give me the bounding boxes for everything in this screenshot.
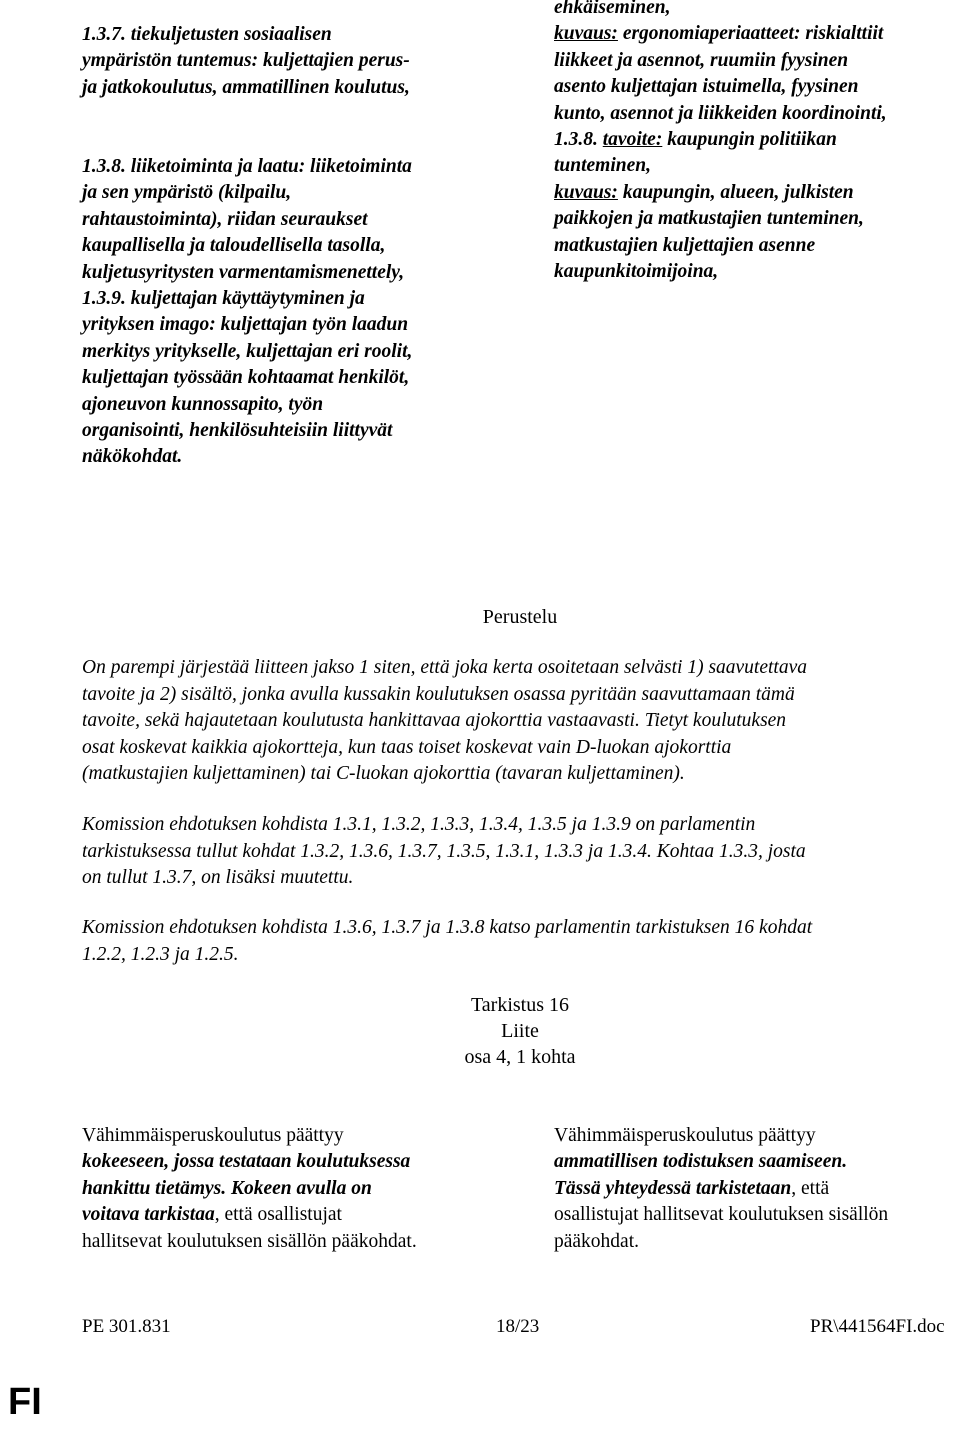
amendment-line-text: , että: [791, 1177, 830, 1199]
right-line-text: kaupungin, alueen, julkisten: [617, 181, 854, 203]
commission-line: [82, 1149, 417, 1175]
right-line: [554, 127, 887, 153]
item-1-3-9-line: merkitys yritykselle, kuljettajan eri roolit,: [82, 340, 413, 362]
amendment-text: [554, 1123, 888, 1255]
paragraph-line: On parempi järjestää liitteen jakso 1 siten, että joka kerta osoitetaan selvästi 1) saavutettava: [82, 657, 807, 678]
amendment-annex: Liite: [501, 1020, 539, 1042]
right-line-text: kaupungin politiikan: [662, 129, 837, 151]
right-line: matkustajien kuljettajien asenne: [554, 234, 816, 256]
added-text: Tässä yhteydessä tarkistetaan: [554, 1177, 792, 1199]
commission-text: [82, 1123, 417, 1255]
amendment-line: pääkohdat.: [554, 1230, 640, 1252]
item-1-3-8-line: rahtaustoiminta), riidan seuraukset: [82, 208, 368, 230]
item-1-3-9-line: ajoneuvon kunnossapito, työn: [82, 393, 324, 415]
item-1-3-9-line: yrityksen imago: kuljettajan työn laadun: [82, 314, 409, 336]
amendment-line: osallistujat hallitsevat koulutuksen sisällön: [554, 1204, 889, 1226]
kuvaus-label: kuvaus:: [554, 181, 618, 203]
paragraph-line: osat koskevat kaikkia ajokortteja, kun taas toiset koskevat vain D-luokan ajokorttia: [82, 736, 732, 758]
item-number: 1.3.8.: [554, 129, 603, 151]
tavoite-label: tavoite:: [602, 129, 663, 151]
paragraph-line: on tullut 1.3.7, on lisäksi muutettu.: [82, 867, 354, 888]
justification-paragraph-3: [82, 915, 812, 968]
right-line: kaupunkitoimijoina,: [554, 261, 719, 283]
amendment-heading: [0, 992, 960, 1070]
paragraph-line: tarkistuksessa tullut kohdat 1.3.2, 1.3.6, 1.3.7, 1.3.5, 1.3.1, 1.3.3 ja 1.3.4. Kohtaa 1.3.3, josta: [82, 840, 806, 862]
paragraph-line: Komission ehdotuksen kohdista 1.3.6, 1.3.7 ja 1.3.8 katso parlamentin tarkistuksen 16 kohdat: [82, 917, 813, 938]
paragraph-line: tavoite, sekä hajautetaan koulutusta hankittavaa ajokorttia vastaavasti. Tietyt koulutuksen: [82, 710, 787, 731]
amendment-part: osa 4, 1 kohta: [464, 1046, 576, 1068]
footer-file-name: PR\441564FI.doc: [810, 1316, 945, 1337]
item-1-3-9-line: näkökohdat.: [82, 446, 183, 468]
right-line: ehkäiseminen,: [554, 0, 671, 18]
paragraph-line: (matkustajien kuljettaminen) tai C-luokan ajokorttia (tavaran kuljettaminen).: [82, 763, 685, 784]
right-line: [554, 180, 887, 206]
amendment-line: Vähimmäisperuskoulutus päättyy: [554, 1125, 816, 1146]
added-text: ammatillisen todistuksen saamiseen.: [554, 1151, 848, 1173]
commission-line-text: , että osallistujat: [214, 1204, 342, 1226]
justification-paragraph-2: [82, 812, 806, 892]
justification-paragraph-1: [82, 655, 807, 788]
commission-line: [82, 1176, 417, 1202]
paragraph-line: Komission ehdotuksen kohdista 1.3.1, 1.3.2, 1.3.3, 1.3.4, 1.3.5 ja 1.3.9 on parlamentin: [82, 814, 756, 835]
paragraph-line: 1.2.2, 1.2.3 ja 1.2.5.: [82, 943, 239, 965]
right-line: asento kuljettajan istuimella, fyysinen: [554, 76, 859, 98]
item-1-3-9-line: 1.3.9. kuljettajan käyttäytyminen ja: [82, 288, 365, 310]
spacer: [82, 101, 412, 154]
item-1-3-8-line: ja sen ympäristö (kilpailu,: [82, 182, 292, 204]
deleted-text: kokeeseen, jossa testataan koulutuksessa: [82, 1151, 411, 1173]
commission-line: hallitsevat koulutuksen sisällön pääkohdat.: [82, 1230, 417, 1252]
right-line: tunteminen,: [554, 155, 651, 177]
amendment-line: [554, 1176, 888, 1202]
amendment-line: [554, 1149, 888, 1175]
item-1-3-9-line: organisointi, henkilösuhteisiin liittyvät: [82, 420, 393, 442]
right-line: [554, 21, 887, 47]
left-column-text: [82, 22, 412, 471]
item-1-3-8-line: kuljetusyritysten varmentamismenettely,: [82, 261, 405, 283]
paragraph-line: tavoite ja 2) sisältö, jonka avulla kussakin koulutuksen osassa pyritään saavuttamaan tämä: [82, 683, 795, 705]
item-1-3-8-line: 1.3.8. liiketoiminta ja laatu: liiketoiminta: [82, 156, 412, 178]
deleted-text: voitava tarkistaa: [82, 1204, 215, 1226]
right-line-text: ergonomiaperiaatteet: riskialttiit: [617, 23, 884, 45]
item-1-3-7-line: ympäristön tuntemus: kuljettajien perus-: [82, 50, 410, 72]
deleted-text: hankittu tietämys. Kokeen avulla on: [82, 1177, 372, 1199]
item-1-3-7-line: 1.3.7. tiekuljetusten sosiaalisen: [82, 24, 332, 45]
footer-document-ref: PE 301.831: [82, 1316, 171, 1337]
right-column-text: [554, 0, 887, 285]
amendment-title: Tarkistus 16: [470, 994, 570, 1016]
commission-line: [82, 1202, 417, 1228]
justification-heading: Perustelu: [482, 606, 558, 628]
item-1-3-9-line: kuljettajan työssään kohtaamat henkilöt,: [82, 367, 410, 389]
kuvaus-label: kuvaus:: [554, 23, 618, 45]
right-line: liikkeet ja asennot, ruumiin fyysinen: [554, 49, 849, 71]
right-line: kunto, asennot ja liikkeiden koordinointi,: [554, 102, 887, 124]
right-line: paikkojen ja matkustajien tunteminen,: [554, 208, 864, 230]
language-code: FI: [8, 1381, 42, 1423]
item-1-3-7-line: ja jatkokoulutus, ammatillinen koulutus,: [82, 76, 410, 98]
footer-page-number: 18/23: [496, 1316, 540, 1337]
item-1-3-8-line: kaupallisella ja taloudellisella tasolla,: [82, 235, 386, 257]
commission-line: Vähimmäisperuskoulutus päättyy: [82, 1125, 344, 1146]
